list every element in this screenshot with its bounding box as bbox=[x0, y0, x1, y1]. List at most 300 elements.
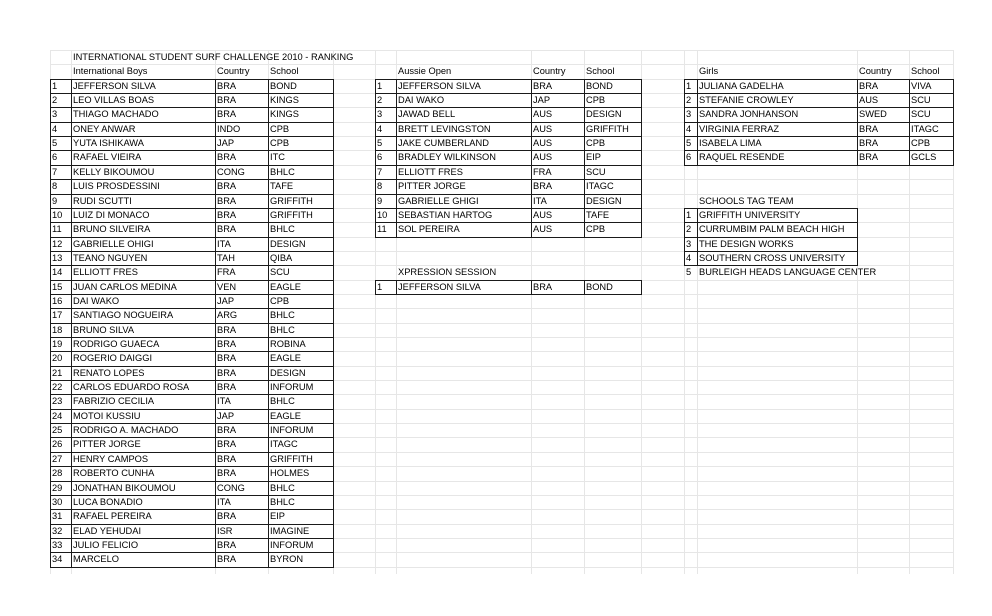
boys-country-cell[interactable]: BRA bbox=[217, 511, 237, 522]
girls-school-header[interactable]: School bbox=[911, 66, 940, 77]
aussie-row-border bbox=[375, 107, 641, 108]
boys-rank-cell[interactable]: 18 bbox=[52, 324, 63, 335]
boys-country-cell[interactable]: FRA bbox=[217, 267, 236, 278]
tagteam-rank-cell[interactable]: 3 bbox=[686, 238, 692, 249]
xpression-name-cell[interactable]: JEFFERSON SILVA bbox=[398, 281, 481, 292]
aussie-country-cell[interactable]: BRA bbox=[533, 80, 553, 91]
aussie-name-cell[interactable]: BRETT LEVINGSTON bbox=[398, 123, 491, 134]
boys-country-cell[interactable]: BRA bbox=[217, 80, 237, 91]
boys-name-cell[interactable]: JONATHAN BIKOUMOU bbox=[73, 482, 176, 493]
boys-rank-cell[interactable]: 15 bbox=[52, 281, 63, 292]
boys-school-cell[interactable]: KINGS bbox=[270, 109, 299, 120]
boys-country-cell[interactable]: CONG bbox=[217, 166, 245, 177]
boys-name-cell[interactable]: HENRY CAMPOS bbox=[73, 453, 149, 464]
boys-rank-cell[interactable]: 10 bbox=[52, 209, 63, 220]
boys-row-border bbox=[50, 509, 333, 510]
aussie-name-cell[interactable]: BRADLEY WILKINSON bbox=[398, 152, 496, 163]
boys-country-header[interactable]: Country bbox=[217, 66, 250, 77]
boys-row-border bbox=[50, 265, 333, 266]
boys-rank-cell[interactable]: 29 bbox=[52, 482, 63, 493]
boys-country-cell[interactable]: BRA bbox=[217, 382, 237, 393]
aussie-country-cell[interactable]: JAP bbox=[533, 95, 551, 106]
boys-rank-cell[interactable]: 24 bbox=[52, 410, 63, 421]
xpression-country-cell[interactable]: BRA bbox=[533, 281, 553, 292]
boys-country-cell[interactable]: JAP bbox=[217, 295, 235, 306]
boys-name-cell[interactable]: ONEY ANWAR bbox=[73, 123, 136, 134]
aussie-row-border bbox=[375, 150, 641, 151]
boys-school-cell[interactable]: ITC bbox=[270, 152, 285, 163]
boys-rank-cell[interactable]: 11 bbox=[52, 224, 62, 235]
aussie-name-cell[interactable]: GABRIELLE GHIGI bbox=[398, 195, 479, 206]
boys-name-cell[interactable]: RUDI SCUTTI bbox=[73, 195, 132, 206]
boys-school-cell[interactable]: BHLC bbox=[270, 496, 295, 507]
girls-name-cell[interactable]: STEFANIE CROWLEY bbox=[699, 95, 794, 106]
aussie-rank-cell[interactable]: 10 bbox=[377, 209, 388, 220]
xpression-border bbox=[641, 280, 642, 294]
aussie-name-cell[interactable]: SOL PEREIRA bbox=[398, 224, 460, 235]
boys-row-border bbox=[50, 394, 333, 395]
boys-row-border bbox=[50, 423, 333, 424]
boys-row-border bbox=[50, 93, 333, 94]
girls-name-cell[interactable]: RAQUEL RESENDE bbox=[699, 152, 785, 163]
aussie-country-cell[interactable]: AUS bbox=[533, 109, 553, 120]
boys-school-cell[interactable]: DESIGN bbox=[270, 367, 306, 378]
boys-country-cell[interactable]: BRA bbox=[217, 109, 237, 120]
xpression-column-border bbox=[584, 280, 585, 294]
boys-name-cell[interactable]: RAFAEL VIEIRA bbox=[73, 152, 142, 163]
boys-name-cell[interactable]: TEANO NGUYEN bbox=[73, 252, 148, 263]
girls-school-cell[interactable]: SCU bbox=[911, 95, 931, 106]
girls-school-cell[interactable]: GCLS bbox=[911, 152, 937, 163]
xpression-column-border bbox=[531, 280, 532, 294]
tagteam-rank-cell[interactable]: 1 bbox=[686, 209, 692, 220]
tagteam-border bbox=[684, 208, 857, 209]
boys-row-border bbox=[50, 437, 333, 438]
boys-rank-cell[interactable]: 16 bbox=[52, 295, 63, 306]
boys-row-border bbox=[50, 351, 333, 352]
girls-rank-cell[interactable]: 5 bbox=[686, 138, 692, 149]
boys-country-cell[interactable]: BRA bbox=[217, 209, 237, 220]
boys-rank-cell[interactable]: 12 bbox=[52, 238, 63, 249]
boys-rank-cell[interactable]: 5 bbox=[52, 138, 58, 149]
boys-row-border bbox=[50, 122, 333, 123]
aussie-country-cell[interactable]: FRA bbox=[533, 166, 552, 177]
boys-school-cell[interactable]: BHLC bbox=[270, 166, 295, 177]
aussie-column-border bbox=[531, 79, 532, 237]
boys-name-cell[interactable]: MOTOI KUSSIU bbox=[73, 410, 141, 421]
boys-name-cell[interactable]: ROGERIO DAIGGI bbox=[73, 353, 153, 364]
aussie-school-cell[interactable]: BOND bbox=[586, 80, 613, 91]
girls-school-cell[interactable]: VIVA bbox=[911, 80, 932, 91]
boys-rank-cell[interactable]: 34 bbox=[52, 554, 63, 565]
aussie-name-cell[interactable]: SEBASTIAN HARTOG bbox=[398, 209, 493, 220]
boys-row-border bbox=[50, 179, 333, 180]
boys-rank-cell[interactable]: 1 bbox=[52, 80, 58, 91]
aussie-school-cell[interactable]: ITAGC bbox=[586, 181, 614, 192]
aussie-name-cell[interactable]: DAI WAKO bbox=[398, 95, 445, 106]
boys-row-border bbox=[50, 294, 333, 295]
aussie-border bbox=[375, 79, 641, 80]
boys-country-cell[interactable]: BRA bbox=[217, 224, 237, 235]
aussie-name-cell[interactable]: JEFFERSON SILVA bbox=[398, 80, 481, 91]
aussie-school-cell[interactable]: TAFE bbox=[586, 209, 610, 220]
aussie-country-cell[interactable]: AUS bbox=[533, 123, 553, 134]
boys-country-cell[interactable]: ITA bbox=[217, 238, 231, 249]
aussie-border bbox=[641, 79, 642, 237]
boys-rank-cell[interactable]: 17 bbox=[52, 310, 63, 321]
boys-name-cell[interactable]: FABRIZIO CECILIA bbox=[73, 396, 155, 407]
boys-row-border bbox=[50, 380, 333, 381]
tagteam-row-border bbox=[684, 222, 857, 223]
boys-name-cell[interactable]: THIAGO MACHADO bbox=[73, 109, 159, 120]
boys-row-border bbox=[50, 538, 333, 539]
aussie-school-cell[interactable]: SCU bbox=[586, 166, 606, 177]
girls-name-cell[interactable]: JULIANA GADELHA bbox=[699, 80, 784, 91]
boys-name-cell[interactable]: ELLIOTT FRES bbox=[73, 267, 138, 278]
girls-school-cell[interactable]: CPB bbox=[911, 138, 931, 149]
boys-country-cell[interactable]: BRA bbox=[217, 152, 237, 163]
aussie-rank-cell[interactable]: 5 bbox=[377, 138, 383, 149]
girls-country-header[interactable]: Country bbox=[859, 66, 892, 77]
boys-school-cell[interactable]: TAFE bbox=[270, 181, 294, 192]
tagteam-row-border bbox=[684, 251, 857, 252]
boys-name-cell[interactable]: GABRIELLE OHIGI bbox=[73, 238, 154, 249]
boys-row-border bbox=[50, 136, 333, 137]
boys-school-cell[interactable]: GRIFFITH bbox=[270, 453, 313, 464]
aussie-country-header[interactable]: Country bbox=[533, 66, 566, 77]
boys-school-cell[interactable]: GRIFFITH bbox=[270, 195, 313, 206]
aussie-country-cell[interactable]: AUS bbox=[533, 224, 553, 235]
boys-school-cell[interactable]: BHLC bbox=[270, 482, 295, 493]
aussie-country-cell[interactable]: AUS bbox=[533, 152, 553, 163]
boys-country-cell[interactable]: BRA bbox=[217, 439, 237, 450]
boys-school-cell[interactable]: INFORUM bbox=[270, 425, 314, 436]
boys-name-cell[interactable]: MARCELO bbox=[73, 554, 119, 565]
aussie-school-cell[interactable]: CPB bbox=[586, 224, 606, 235]
boys-row-border bbox=[50, 323, 333, 324]
aussie-school-cell[interactable]: DESIGN bbox=[586, 195, 622, 206]
boys-country-cell[interactable]: BRA bbox=[217, 425, 237, 436]
boys-rank-cell[interactable]: 21 bbox=[52, 367, 63, 378]
aussie-heading[interactable]: Aussie Open bbox=[398, 66, 452, 77]
girls-row-border bbox=[684, 122, 953, 123]
aussie-border bbox=[375, 79, 376, 237]
aussie-column-border bbox=[584, 79, 585, 237]
boys-country-cell[interactable]: BRA bbox=[217, 95, 237, 106]
aussie-rank-cell[interactable]: 4 bbox=[377, 123, 383, 134]
boys-border bbox=[50, 567, 334, 568]
girls-country-cell[interactable]: BRA bbox=[859, 138, 879, 149]
boys-country-cell[interactable]: INDO bbox=[217, 123, 241, 134]
boys-row-border bbox=[50, 524, 333, 525]
boys-school-cell[interactable]: BHLC bbox=[270, 224, 295, 235]
boys-border bbox=[50, 79, 333, 80]
aussie-rank-cell[interactable]: 1 bbox=[377, 80, 383, 91]
boys-country-cell[interactable]: ITA bbox=[217, 396, 231, 407]
boys-name-cell[interactable]: CARLOS EDUARDO ROSA bbox=[73, 382, 190, 393]
xpression-rank-cell[interactable]: 1 bbox=[377, 281, 383, 292]
boys-rank-cell[interactable]: 20 bbox=[52, 353, 63, 364]
boys-rank-cell[interactable]: 26 bbox=[52, 439, 63, 450]
boys-row-border bbox=[50, 452, 333, 453]
boys-border bbox=[333, 79, 334, 567]
aussie-rank-cell[interactable]: 9 bbox=[377, 195, 383, 206]
boys-name-cell[interactable]: DAI WAKO bbox=[73, 295, 120, 306]
boys-rank-cell[interactable]: 2 bbox=[52, 95, 58, 106]
girls-row-border bbox=[684, 93, 953, 94]
tagteam-border bbox=[857, 208, 858, 265]
girls-rank-cell[interactable]: 1 bbox=[686, 80, 692, 91]
tagteam-name-cell[interactable]: SOUTHERN CROSS UNIVERSITY bbox=[699, 252, 846, 263]
aussie-name-cell[interactable]: ELLIOTT FRES bbox=[398, 166, 463, 177]
boys-name-cell[interactable]: YUTA ISHIKAWA bbox=[73, 138, 144, 149]
boys-row-border bbox=[50, 107, 333, 108]
aussie-row-border bbox=[375, 165, 641, 166]
boys-rank-cell[interactable]: 27 bbox=[52, 453, 63, 464]
boys-country-cell[interactable]: ARG bbox=[217, 310, 238, 321]
girls-school-cell[interactable]: SCU bbox=[911, 109, 931, 120]
boys-name-cell[interactable]: JEFFERSON SILVA bbox=[73, 80, 156, 91]
aussie-rank-cell[interactable]: 8 bbox=[377, 181, 383, 192]
boys-country-cell[interactable]: BRA bbox=[217, 181, 237, 192]
boys-rank-cell[interactable]: 4 bbox=[52, 123, 58, 134]
boys-school-cell[interactable]: BHLC bbox=[270, 396, 295, 407]
boys-name-cell[interactable]: LUIZ DI MONACO bbox=[73, 209, 150, 220]
boys-name-cell[interactable]: LEO VILLAS BOAS bbox=[73, 95, 155, 106]
boys-country-cell[interactable]: BRA bbox=[217, 353, 237, 364]
boys-country-cell[interactable]: TAH bbox=[217, 252, 235, 263]
aussie-school-cell[interactable]: DESIGN bbox=[586, 109, 622, 120]
girls-country-cell[interactable]: SWED bbox=[859, 109, 887, 120]
boys-name-cell[interactable]: KELLY BIKOUMOU bbox=[73, 166, 155, 177]
boys-school-cell[interactable]: HOLMES bbox=[270, 468, 310, 479]
girls-name-cell[interactable]: ISABELA LIMA bbox=[699, 138, 762, 149]
boys-rank-cell[interactable]: 23 bbox=[52, 396, 63, 407]
boys-name-cell[interactable]: RENATO LOPES bbox=[73, 367, 145, 378]
aussie-column-border bbox=[396, 79, 397, 237]
boys-name-cell[interactable]: RODRIGO A. MACHADO bbox=[73, 425, 179, 436]
girls-country-cell[interactable]: BRA bbox=[859, 80, 879, 91]
boys-name-cell[interactable]: SANTIAGO NOGUEIRA bbox=[73, 310, 174, 321]
boys-rank-cell[interactable]: 6 bbox=[52, 152, 58, 163]
boys-row-border bbox=[50, 495, 333, 496]
aussie-row-border bbox=[375, 122, 641, 123]
boys-country-cell[interactable]: BRA bbox=[217, 539, 237, 550]
boys-row-border bbox=[50, 251, 333, 252]
boys-rank-cell[interactable]: 31 bbox=[52, 511, 63, 522]
boys-school-cell[interactable]: QIBA bbox=[270, 252, 293, 263]
boys-row-border bbox=[50, 409, 333, 410]
boys-rank-cell[interactable]: 33 bbox=[52, 539, 63, 550]
boys-rank-cell[interactable]: 7 bbox=[52, 166, 58, 177]
xpression-column-border bbox=[396, 280, 397, 294]
boys-school-cell[interactable]: CPB bbox=[270, 123, 290, 134]
boys-rank-cell[interactable]: 19 bbox=[52, 339, 63, 349]
boys-row-border bbox=[50, 337, 333, 338]
boys-country-cell[interactable]: BRA bbox=[217, 367, 237, 378]
girls-school-cell[interactable]: ITAGC bbox=[911, 123, 939, 134]
boys-school-cell[interactable]: GRIFFITH bbox=[270, 209, 313, 220]
xpression-border bbox=[375, 294, 642, 295]
boys-name-cell[interactable]: BRUNO SILVEIRA bbox=[73, 224, 151, 235]
sheet-title[interactable]: INTERNATIONAL STUDENT SURF CHALLENGE 2010 - RANKING bbox=[73, 52, 354, 62]
boys-country-cell[interactable]: JAP bbox=[217, 138, 235, 149]
tagteam-rank-cell[interactable]: 4 bbox=[686, 252, 692, 263]
boys-row-border bbox=[50, 366, 333, 367]
aussie-border bbox=[375, 237, 642, 238]
aussie-country-cell[interactable]: AUS bbox=[533, 138, 553, 149]
boys-country-cell[interactable]: BRA bbox=[217, 339, 237, 349]
aussie-row-border bbox=[375, 194, 641, 195]
aussie-name-cell[interactable]: JAKE CUMBERLAND bbox=[398, 138, 489, 149]
boys-rank-cell[interactable]: 3 bbox=[52, 109, 58, 120]
boys-school-cell[interactable]: EAGLE bbox=[270, 281, 302, 292]
boys-name-cell[interactable]: ELAD YEHUDAI bbox=[73, 525, 142, 536]
tagteam-name-cell[interactable]: BURLEIGH HEADS LANGUAGE CENTER bbox=[699, 267, 877, 278]
boys-rank-cell[interactable]: 14 bbox=[52, 267, 63, 278]
boys-school-cell[interactable]: ITAGC bbox=[270, 439, 298, 450]
aussie-name-cell[interactable]: JAWAD BELL bbox=[398, 109, 456, 120]
girls-row-border bbox=[684, 136, 953, 137]
boys-school-cell[interactable]: BHLC bbox=[270, 324, 295, 335]
boys-row-border bbox=[50, 308, 333, 309]
girls-rank-cell[interactable]: 2 bbox=[686, 95, 692, 106]
aussie-rank-cell[interactable]: 7 bbox=[377, 166, 383, 177]
boys-name-cell[interactable]: JUAN CARLOS MEDINA bbox=[73, 281, 177, 292]
xpression-border bbox=[375, 280, 641, 281]
girls-country-cell[interactable]: BRA bbox=[859, 123, 879, 134]
girls-name-cell[interactable]: VIRGINIA FERRAZ bbox=[699, 123, 780, 134]
girls-border bbox=[953, 79, 954, 165]
girls-heading[interactable]: Girls bbox=[699, 66, 719, 77]
boys-row-border bbox=[50, 481, 333, 482]
aussie-country-cell[interactable]: BRA bbox=[533, 181, 553, 192]
girls-rank-cell[interactable]: 4 bbox=[686, 123, 692, 134]
boys-row-border bbox=[50, 222, 333, 223]
boys-rank-cell[interactable]: 25 bbox=[52, 425, 63, 436]
tagteam-border bbox=[684, 265, 858, 266]
boys-school-cell[interactable]: BHLC bbox=[270, 310, 295, 321]
boys-country-cell[interactable]: BRA bbox=[217, 324, 237, 335]
boys-rank-cell[interactable]: 9 bbox=[52, 195, 58, 206]
boys-school-header[interactable]: School bbox=[270, 66, 299, 77]
boys-rank-cell[interactable]: 13 bbox=[52, 252, 63, 263]
aussie-row-border bbox=[375, 222, 641, 223]
aussie-name-cell[interactable]: PITTER JORGE bbox=[398, 181, 466, 192]
boys-row-border bbox=[50, 280, 333, 281]
boys-country-cell[interactable]: BRA bbox=[217, 468, 237, 479]
boys-row-border bbox=[50, 466, 333, 467]
boys-country-cell[interactable]: BRA bbox=[217, 453, 237, 464]
boys-country-cell[interactable]: BRA bbox=[217, 195, 237, 206]
girls-rank-cell[interactable]: 6 bbox=[686, 152, 692, 163]
boys-country-cell[interactable]: CONG bbox=[217, 482, 245, 493]
boys-school-cell[interactable]: INFORUM bbox=[270, 382, 314, 393]
girls-border bbox=[684, 79, 953, 80]
boys-rank-cell[interactable]: 8 bbox=[52, 181, 58, 192]
xpression-heading[interactable]: XPRESSION SESSION bbox=[398, 267, 497, 278]
aussie-row-border bbox=[375, 179, 641, 180]
tagteam-name-cell[interactable]: THE DESIGN WORKS bbox=[699, 238, 794, 249]
aussie-rank-cell[interactable]: 6 bbox=[377, 152, 383, 163]
girls-rank-cell[interactable]: 3 bbox=[686, 109, 692, 120]
boys-row-border bbox=[50, 552, 333, 553]
boys-school-cell[interactable]: DESIGN bbox=[270, 238, 306, 249]
boys-rank-cell[interactable]: 28 bbox=[52, 468, 63, 479]
aussie-country-cell[interactable]: AUS bbox=[533, 209, 553, 220]
girls-border bbox=[684, 165, 954, 166]
boys-school-cell[interactable]: SCU bbox=[270, 267, 290, 278]
boys-country-cell[interactable]: BRA bbox=[217, 554, 237, 565]
boys-row-border bbox=[50, 237, 333, 238]
boys-school-cell[interactable]: CPB bbox=[270, 295, 290, 306]
tagteam-row-border bbox=[684, 237, 857, 238]
aussie-rank-cell[interactable]: 2 bbox=[377, 95, 383, 106]
girls-name-cell[interactable]: SANDRA JONHANSON bbox=[699, 109, 799, 120]
boys-rank-cell[interactable]: 30 bbox=[52, 496, 63, 507]
aussie-school-cell[interactable]: CPB bbox=[586, 95, 606, 106]
aussie-school-cell[interactable]: GRIFFITH bbox=[586, 123, 629, 134]
aussie-row-border bbox=[375, 136, 641, 137]
xpression-border bbox=[375, 280, 376, 294]
boys-name-cell[interactable]: LUIS PROSDESSINI bbox=[73, 181, 160, 192]
boys-country-cell[interactable]: ISR bbox=[217, 525, 233, 536]
boys-school-cell[interactable]: ROBINA bbox=[270, 339, 306, 349]
aussie-rank-cell[interactable]: 3 bbox=[377, 109, 383, 120]
tagteam-name-cell[interactable]: GRIFFITH UNIVERSITY bbox=[699, 209, 801, 220]
boys-school-cell[interactable]: EIP bbox=[270, 511, 285, 522]
boys-name-cell[interactable]: JULIO FELICIO bbox=[73, 539, 139, 550]
boys-school-cell[interactable]: EAGLE bbox=[270, 410, 302, 421]
aussie-school-cell[interactable]: EIP bbox=[586, 152, 601, 163]
boys-school-cell[interactable]: KINGS bbox=[270, 95, 299, 106]
boys-school-cell[interactable]: BYRON bbox=[270, 554, 304, 565]
boys-name-cell[interactable]: RAFAEL PEREIRA bbox=[73, 511, 152, 522]
boys-school-cell[interactable]: INFORUM bbox=[270, 539, 314, 550]
boys-name-cell[interactable]: ROBERTO CUNHA bbox=[73, 468, 155, 479]
boys-rank-cell[interactable]: 22 bbox=[52, 382, 63, 393]
boys-name-cell[interactable]: RODRIGO GUAECA bbox=[73, 339, 160, 349]
boys-heading[interactable]: International Boys bbox=[73, 66, 148, 77]
boys-school-cell[interactable]: IMAGINE bbox=[270, 525, 310, 536]
boys-school-cell[interactable]: CPB bbox=[270, 138, 290, 149]
boys-rank-cell[interactable]: 32 bbox=[52, 525, 63, 536]
tagteam-rank-cell[interactable]: 5 bbox=[686, 267, 692, 278]
girls-row-border bbox=[684, 150, 953, 151]
tagteam-heading[interactable]: SCHOOLS TAG TEAM bbox=[699, 195, 794, 206]
boys-country-cell[interactable]: ITA bbox=[217, 496, 231, 507]
girls-country-cell[interactable]: AUS bbox=[859, 95, 879, 106]
girls-country-cell[interactable]: BRA bbox=[859, 152, 879, 163]
tagteam-name-cell[interactable]: CURRUMBIM PALM BEACH HIGH bbox=[699, 224, 845, 235]
boys-school-cell[interactable]: EAGLE bbox=[270, 353, 302, 364]
boys-row-border bbox=[50, 150, 333, 151]
aussie-school-header[interactable]: School bbox=[586, 66, 615, 77]
boys-school-cell[interactable]: BOND bbox=[270, 80, 297, 91]
aussie-country-cell[interactable]: ITA bbox=[533, 195, 547, 206]
tagteam-rank-cell[interactable]: 2 bbox=[686, 224, 692, 235]
boys-row-border bbox=[50, 194, 333, 195]
xpression-school-cell[interactable]: BOND bbox=[586, 281, 613, 292]
boys-country-cell[interactable]: JAP bbox=[217, 410, 235, 421]
aussie-row-border bbox=[375, 208, 641, 209]
boys-name-cell[interactable]: LUCA BONADIO bbox=[73, 496, 143, 507]
boys-name-cell[interactable]: PITTER JORGE bbox=[73, 439, 141, 450]
aussie-school-cell[interactable]: CPB bbox=[586, 138, 606, 149]
boys-name-cell[interactable]: BRUNO SILVA bbox=[73, 324, 135, 335]
boys-country-cell[interactable]: VEN bbox=[217, 281, 237, 292]
aussie-rank-cell[interactable]: 11 bbox=[377, 224, 387, 235]
